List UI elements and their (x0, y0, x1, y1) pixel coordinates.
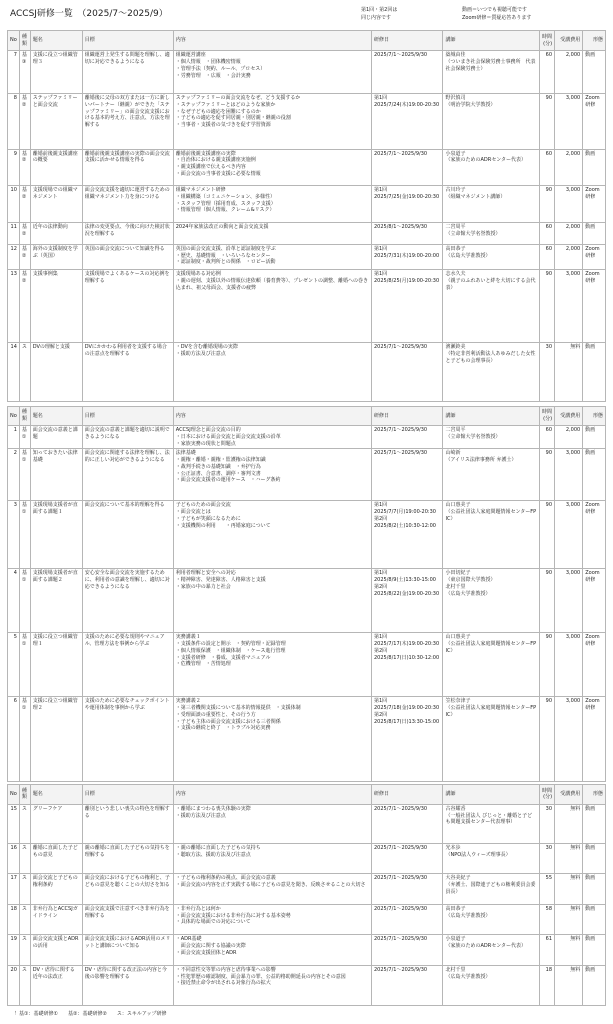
row-fee: 無料 (555, 343, 583, 402)
row-minutes: 90 (539, 186, 554, 223)
table-row (8, 449, 606, 501)
row-kind: ス (19, 343, 30, 402)
row-title: 支援に役立つ組織管理２ (30, 697, 82, 782)
row-minutes: 90 (539, 633, 554, 697)
row-format: 動画 (583, 223, 606, 244)
column-header: 講師 (443, 407, 539, 426)
table-row (8, 965, 606, 1005)
column-header: 講師 (443, 785, 539, 805)
row-lecturer: 二宮周平 （立命館大学名誉教授） (443, 426, 539, 449)
row-date: 2025/7/1～2025/9/30 (371, 804, 443, 843)
training-table-3 (7, 784, 606, 1006)
row-date: 第1回 2025/7/17(木)19:00-20:30 第2回 2025/8/17(日)10:30-12:00 (371, 633, 443, 697)
row-goal: 支援のために必要なチェックポイントや運用体制を事例から学ぶ (82, 697, 173, 782)
row-no: 18 (8, 904, 20, 935)
row-date: 2025/7/1～2025/9/30 (371, 904, 443, 935)
row-content: ・親の離婚に直面した子どもの気持ち ・聴取方法、援助方法及び注意点 (173, 843, 371, 874)
column-header: 内容 (173, 785, 371, 805)
row-format: 動画 (583, 51, 606, 94)
row-title: 支援に役立つ組織管理３ (30, 51, 82, 94)
row-kind: 基① (19, 697, 30, 782)
row-minutes: 30 (539, 343, 554, 402)
row-title: 面会交流の意義と課題 (30, 426, 82, 449)
column-header: 研修日 (371, 31, 443, 51)
column-header: 題名 (30, 31, 82, 51)
row-title: 近年の法律動向 (30, 223, 82, 244)
column-header: No (8, 785, 20, 805)
row-no: 16 (8, 843, 20, 874)
row-title: 離婚前後親支援講座の概要 (30, 149, 82, 185)
row-title: 支援現場支援者が直面する課題２ (30, 569, 82, 633)
row-format: Zoom研修 (583, 244, 606, 270)
row-no: 1 (8, 426, 20, 449)
row-lecturer: 大谷美紀子 （弁護士、国際連子どもの権利委員会委員長） (443, 874, 539, 905)
row-no: 11 (8, 223, 20, 244)
table-row (8, 186, 606, 223)
row-no: 13 (8, 270, 20, 343)
row-fee: 3,000 (555, 186, 583, 223)
row-lecturer: 山崎新 （アイリス法律事務所 弁護士） (443, 449, 539, 501)
row-kind: ス (19, 965, 30, 1005)
row-date: 第1回 2025/7/25(金)19:00-20:30 (371, 186, 443, 223)
row-format: 動画 (583, 965, 606, 1005)
table-row (8, 904, 606, 935)
row-lecturer: 古谷耀香 （一般社団法人 びじっと・離婚と子ども問題支援センター代表理事） (443, 804, 539, 843)
row-no: 2 (8, 449, 20, 501)
row-title: 海外の支援制度を学ぶ（英国） (30, 244, 82, 270)
row-no: 17 (8, 874, 20, 905)
column-header: 受講費用 (555, 785, 583, 805)
row-fee: 3,000 (555, 94, 583, 150)
row-content: 実務講義１ ・支援条件の設定と開示 ・契約管理・記録管理 ・個人情報保護 ・組織体制 ・ケース進行管理 ・支援者研修 ・養成、支援者マニュアル ・危機管理 ・苦情処理 (173, 633, 371, 697)
row-format: Zoom研修 (583, 186, 606, 223)
row-no: 12 (8, 244, 20, 270)
row-format: 動画 (583, 935, 606, 966)
row-kind: ス (19, 843, 30, 874)
row-no: 5 (8, 633, 20, 697)
row-fee: 無料 (555, 904, 583, 935)
row-date: 第1回 2025/8/25(月)19:00-20:30 (371, 270, 443, 343)
row-goal: 離別という悲しい喪失の特色を理解する (82, 804, 173, 843)
row-no: 4 (8, 569, 20, 633)
row-date: 2025/7/1～2025/9/30 (371, 343, 443, 402)
row-fee: 無料 (555, 874, 583, 905)
row-content: ステップファミリーの面会交流をなぜ、どう支援するか ・ステップファミリーとはどのような家族か ・なぜ子どもの適応を困難にするのか ・子どもの適応を促す同居親・別居親・継親の役割 ・当事者・支援者の気づきを促す学習資源 (173, 94, 371, 150)
column-header: 受講費用 (555, 407, 583, 426)
row-goal: 英国の面会交流について知識を得る (82, 244, 173, 270)
row-lecturer: 野沢慎司 （明治学院大学教授） (443, 94, 539, 150)
row-date: 2025/7/1～2025/9/30 (371, 874, 443, 905)
row-goal: 離婚後に父母の双方または一方に新しいパートナー（継親）ができた「ステップファミリー」の面会交流支援における基本的考え方、注意点、方法を理解する (82, 94, 173, 150)
row-minutes: 30 (539, 843, 554, 874)
row-fee: 2,000 (555, 51, 583, 94)
row-lecturer: 二宮周平 （立命館大学名誉教授） (443, 223, 539, 244)
row-date: 2025/7/1～2025/9/30 (371, 51, 443, 94)
legend-footer: ！基①：基礎研修① 基②：基礎研修② ス：スキルアップ研修 (14, 1011, 167, 1017)
row-minutes: 90 (539, 501, 554, 569)
row-title: DVの理解と支援 (30, 343, 82, 402)
row-goal: 面会交流に関連する法律を理解し、法的に正しい対応ができるようになる (82, 449, 173, 501)
column-header: 内容 (173, 407, 371, 426)
column-header: No (8, 407, 20, 426)
format-note: 動画＝いつでも視聴可能です Zoom研修＝質疑応答あります (462, 7, 532, 21)
table-row (8, 501, 606, 569)
table-row (8, 935, 606, 966)
row-title: 支援事例集 (30, 270, 82, 343)
row-date: 第1回 2025/7/31(木)19:00-20:00 (371, 244, 443, 270)
row-goal: 面会交流支援におけるADR活用のメリットと講師について知る (82, 935, 173, 966)
row-minutes: 60 (539, 426, 554, 449)
row-minutes: 60 (539, 223, 554, 244)
row-kind: 基① (19, 426, 30, 449)
row-format: Zoom研修 (583, 94, 606, 150)
row-title: 非弁行為とACCSJガイドライン (30, 904, 82, 935)
row-content: 英国の面会交流支援、沿革と認証制度を学ぶ ・歴史、基礎情報 ・いろいろなセンター ・認証制度・裁判所との関係 ・ロビー活動 (173, 244, 371, 270)
row-content: ・離婚にまつわる喪失体験の実際 ・援助方法及び注意点 (173, 804, 371, 843)
table-header-row (8, 785, 606, 805)
row-fee: 3,000 (555, 697, 583, 782)
table-row (8, 804, 606, 843)
table-row (8, 426, 606, 449)
row-kind: 基① (19, 501, 30, 569)
row-lecturer: 小田切紀子 （東京国際大学教授） 北村千里 （広島大学准教授） (443, 569, 539, 633)
column-header: 形態 (583, 407, 606, 426)
row-goal: 安心安全な面会交流を実施するために、利用者の意識を理解し、適切に対応できるようになる (82, 569, 173, 633)
row-title: 知っておきたい法律基礎 (30, 449, 82, 501)
row-fee: 3,000 (555, 270, 583, 343)
row-format: 動画 (583, 874, 606, 905)
row-kind: 基② (19, 244, 30, 270)
row-no: 9 (8, 149, 20, 185)
training-table-2 (7, 406, 606, 782)
row-no: 6 (8, 697, 20, 782)
page-title: ACCSJ研修一覧 （2025/7～2025/9） (10, 9, 168, 19)
row-date: 2025/7/1～2025/9/30 (371, 965, 443, 1005)
column-header: 研修日 (371, 407, 443, 426)
row-lecturer: 濱瀬鈴美 （特定非営利活動法人あゆみだした女性と子どもの会理事長） (443, 343, 539, 402)
row-content: 組織マネジメント研修 ・組織構築（コミュニケーション、多様性） ・スタッフ管理（採用育成、スタッフ支援） ・情報管理（個人情報、クレーム&リスク） (173, 186, 371, 223)
row-content: 子どものための面会交流 ・面会交流とは ・子どもが笑顔になるために ・支援機関の利用 ・再婚家庭について (173, 501, 371, 569)
row-no: 10 (8, 186, 20, 223)
row-minutes: 90 (539, 270, 554, 343)
row-kind: 基② (19, 223, 30, 244)
row-title: 面会交流支援とADRの活用 (30, 935, 82, 966)
row-format: 動画 (583, 149, 606, 185)
row-fee: 無料 (555, 965, 583, 1005)
row-title: 支援現場支援者が直面する課題１ (30, 501, 82, 569)
table-row (8, 843, 606, 874)
row-format: 動画 (583, 449, 606, 501)
row-goal: 支援のために必要な規則やマニュアル、管理方法を事例から学ぶ (82, 633, 173, 697)
row-date: 第1回 2025/7/18(金)19:00-20:30 第2回 2025/8/17(日)13:30-15:00 (371, 697, 443, 782)
row-minutes: 90 (539, 94, 554, 150)
row-minutes: 61 (539, 935, 554, 966)
row-kind: ス (19, 935, 30, 966)
row-goal: 離婚前後親支援講座の実際の面会交流支援に活かせる情報を得る (82, 149, 173, 185)
row-date: 2025/8/1～2025/9/30 (371, 223, 443, 244)
row-fee: 2,000 (555, 426, 583, 449)
row-goal: 面会交流における子どもの権利と、子どもの意見を聴くことの大切さを知る (82, 874, 173, 905)
table-row (8, 223, 606, 244)
row-content: 利用者理解と安全への対応 ・精神障害、発達障害、人格障害と支援 ・家族の中の暴力と社会 (173, 569, 371, 633)
row-kind: 基① (19, 569, 30, 633)
table-row (8, 149, 606, 185)
column-header: 目標 (82, 31, 173, 51)
column-header: 種類 (19, 785, 30, 805)
row-minutes: 60 (539, 51, 554, 94)
column-header: 目標 (82, 785, 173, 805)
row-lecturer: 光本歩 （NPO法人ウィーズ理事長） (443, 843, 539, 874)
row-kind: 基② (19, 149, 30, 185)
row-content: 組織運営講座 ・個人情報 ・団体機密情報 ・管理手法（契約、ルール、プロセス） ・労務管理 ・広報 ・会計実務 (173, 51, 371, 94)
table-row (8, 697, 606, 782)
column-header: 研修日 (371, 785, 443, 805)
row-lecturer: 高田恭子 （広島大学准教授） (443, 244, 539, 270)
row-title: ステップファミリーと面会交流 (30, 94, 82, 150)
row-date: 2025/7/1～2025/9/30 (371, 426, 443, 449)
row-lecturer: 山口惠美子 （公益社団法人家庭問題情報センターFPIC） (443, 501, 539, 569)
row-format: Zoom研修 (583, 569, 606, 633)
row-fee: 無料 (555, 804, 583, 843)
row-format: Zoom研修 (583, 270, 606, 343)
row-date: 2025/7/1～2025/9/30 (371, 935, 443, 966)
column-header: 時間(分) (539, 785, 554, 805)
row-format: Zoom研修 (583, 501, 606, 569)
row-kind: 基① (19, 449, 30, 501)
row-goal: 支援現場でよくあるケースの対応例を理解する (82, 270, 173, 343)
row-fee: 3,000 (555, 449, 583, 501)
row-no: 7 (8, 51, 20, 94)
table-header-row (8, 407, 606, 426)
row-minutes: 90 (539, 697, 554, 782)
row-lecturer: 古川玲子 （組織マネジメント講師） (443, 186, 539, 223)
row-lecturer: 志水久夫 （親子のふれあいと絆を大切にする会代表） (443, 270, 539, 343)
row-goal: 法律の変更要点、今後に向けた検討状況を理解する (82, 223, 173, 244)
column-header: 題名 (30, 785, 82, 805)
row-lecturer: 小泉道子 （家族のためのADRセンター代表） (443, 935, 539, 966)
row-no: 14 (8, 343, 20, 402)
column-header: 講師 (443, 31, 539, 51)
row-content: 支援現場ある対応例 ・親の遅刻、支援以外の情報伝達依頼（養育費等）、プレゼントの調整、離婚への巻き込まれ、祖父母面会、支援者の疲弊 (173, 270, 371, 343)
row-content: ・子どもの権利条約の視点、面会交流の意義 ・面会交流の内容を正す実践する場に子どもの意見を聞き、反映させることの大切さ (173, 874, 371, 905)
row-title: グリーフケア (30, 804, 82, 843)
row-format: Zoom研修 (583, 697, 606, 782)
row-content: ・非弁行為とは何か ・面会交流支援における非弁行為に対する基本姿勢 ・具体的な場面での対応について (173, 904, 371, 935)
row-title: 面会交流と子どもの権利条約 (30, 874, 82, 905)
row-fee: 3,000 (555, 633, 583, 697)
row-minutes: 58 (539, 904, 554, 935)
row-minutes: 18 (539, 965, 554, 1005)
row-goal: 面会交流支援で注意すべき非弁行為を理解する (82, 904, 173, 935)
row-content: 2024年家族法改正の動向と面会交流支援 (173, 223, 371, 244)
column-header: 形態 (583, 31, 606, 51)
table-row (8, 51, 606, 94)
row-content: ACCSJ理念と面会交流の目的 ・日本における面会交流と面会交流支援の沿革 ・家族実務の現状と問題点 (173, 426, 371, 449)
row-no: 15 (8, 804, 20, 843)
row-kind: 基② (19, 270, 30, 343)
row-goal: 親の離婚に直面した子どもの気持ちを理解する (82, 843, 173, 874)
row-fee: 無料 (555, 935, 583, 966)
table-row (8, 244, 606, 270)
row-fee: 無料 (555, 843, 583, 874)
table-row (8, 270, 606, 343)
row-no: 8 (8, 94, 20, 150)
row-lecturer: 築城由佳 （ついまき社会保険労務士事務所 代表社会保険労務士） (443, 51, 539, 94)
row-format: 動画 (583, 904, 606, 935)
row-fee: 3,000 (555, 569, 583, 633)
training-table-1 (7, 30, 606, 402)
row-fee: 2,000 (555, 223, 583, 244)
row-kind: 基① (19, 633, 30, 697)
column-header: 時間(分) (539, 31, 554, 51)
row-goal: 面会交流の意義と課題を適切に説明できるようになる (82, 426, 173, 449)
row-date: 第1回 2025/7/7(月)19:00-20:30 第2回 2025/8/2(土)10:30-12:00 (371, 501, 443, 569)
table-row (8, 343, 606, 402)
row-goal: 面会交流支援を適切に運営するための組織マネジメント力を身につける (82, 186, 173, 223)
row-goal: 面会交流について基本的理解を得る (82, 501, 173, 569)
row-format: 動画 (583, 843, 606, 874)
row-format: 動画 (583, 426, 606, 449)
row-title: 支援現場での組織マネジメント (30, 186, 82, 223)
row-minutes: 55 (539, 874, 554, 905)
column-header: 時間(分) (539, 407, 554, 426)
row-format: Zoom研修 (583, 633, 606, 697)
row-title: 支援に役立つ組織管理１ (30, 633, 82, 697)
table-row (8, 874, 606, 905)
row-lecturer: 小泉道子 （家族のためのADRセンター代表） (443, 149, 539, 185)
row-minutes: 90 (539, 569, 554, 633)
column-header: 目標 (82, 407, 173, 426)
column-header: No (8, 31, 20, 51)
row-content: ・不同意性交等罪の内容と虐待事業への影響 ・性犯罪歴の確認制度、面会暴力の罪、公益的格助開延長の内容とその意図 ・接近禁止命令が出される対象行為の拡大 (173, 965, 371, 1005)
row-content: 法律基礎 ・親権・離婚・親権・監護権の法律知識 ・裁判手続きの基礎知識 ・弁护行為 ・公正証書、合意書、調停・審判文書 ・面会交流支援者の運用ケース ・ハーグ条約 (173, 449, 371, 501)
row-minutes: 30 (539, 804, 554, 843)
row-format: 動画 (583, 343, 606, 402)
row-lecturer: 山口惠美子 （公益社団法人家庭問題情報センターFPIC） (443, 633, 539, 697)
column-header: 題名 (30, 407, 82, 426)
table-row (8, 94, 606, 150)
row-fee: 3,000 (555, 501, 583, 569)
row-date: 2025/7/1～2025/9/30 (371, 149, 443, 185)
row-content: 離婚前後親支援講座の実際 ・自治体における親支援講座実施例 ・親支援講座で伝えるべき内容 ・面会交流の当事者支援に必要な情報 (173, 149, 371, 185)
row-goal: 組織運営上発生する問題を理解し、適切に対応できるようになる (82, 51, 173, 94)
row-no: 3 (8, 501, 20, 569)
row-goal: DV・虐待に関する改正法の内容と今後の影響を理解する (82, 965, 173, 1005)
row-kind: ス (19, 874, 30, 905)
row-format: 動画 (583, 804, 606, 843)
table-row (8, 633, 606, 697)
row-kind: 基② (19, 186, 30, 223)
row-content: ・DVを含む離婚現場の実際 ・援助方法及び注意点 (173, 343, 371, 402)
row-fee: 2,000 (555, 149, 583, 185)
row-content: ・ADR基礎 面会交流に関する協議の実際 ・面会交流支援団体とADR (173, 935, 371, 966)
table-row (8, 569, 606, 633)
row-date: 第1回 2025/8/9(土)13:30-15:00 第2回 2025/8/22(金)19:00-20:30 (371, 569, 443, 633)
row-no: 19 (8, 935, 20, 966)
row-content: 実務講義２ ・第三者機関支援について基本的情報提供 ・支援体制 ・受理面談の重要性と、その行う方 ・子ども主体の面会交流支援における三者関係 ・支援の継続と終了 ・トラブル対応実務 (173, 697, 371, 782)
row-fee: 2,000 (555, 244, 583, 270)
row-kind: ス (19, 904, 30, 935)
column-header: 種類 (19, 407, 30, 426)
row-minutes: 60 (539, 244, 554, 270)
row-kind: 基② (19, 94, 30, 150)
row-kind: 基③ (19, 51, 30, 94)
column-header: 種類 (19, 31, 30, 51)
row-goal: DVにかかわる利用者を支援する場合の注意点を理解する (82, 343, 173, 402)
row-title: DV・虐待に関する近年の法改正 (30, 965, 82, 1005)
row-lecturer: 笠松奈津子 （公益社団法人家庭問題情報センターFPIC） (443, 697, 539, 782)
session-note: 第1回・第2回は 同じ内容です (361, 7, 398, 21)
column-header: 形態 (583, 785, 606, 805)
row-date: 2025/7/1～2025/9/30 (371, 843, 443, 874)
row-date: 第1回 2025/7/24(木)19:00-20:30 (371, 94, 443, 150)
row-date: 2025/7/1～2025/9/30 (371, 449, 443, 501)
column-header: 受講費用 (555, 31, 583, 51)
row-minutes: 90 (539, 449, 554, 501)
table-header-row (8, 31, 606, 51)
row-no: 20 (8, 965, 20, 1005)
row-title: 離婚に直面した子どもの意見 (30, 843, 82, 874)
row-kind: ス (19, 804, 30, 843)
row-minutes: 60 (539, 149, 554, 185)
column-header: 内容 (173, 31, 371, 51)
row-lecturer: 北村千里 （広島大学准教授） (443, 965, 539, 1005)
row-lecturer: 高田恭子 （広島大学准教授） (443, 904, 539, 935)
